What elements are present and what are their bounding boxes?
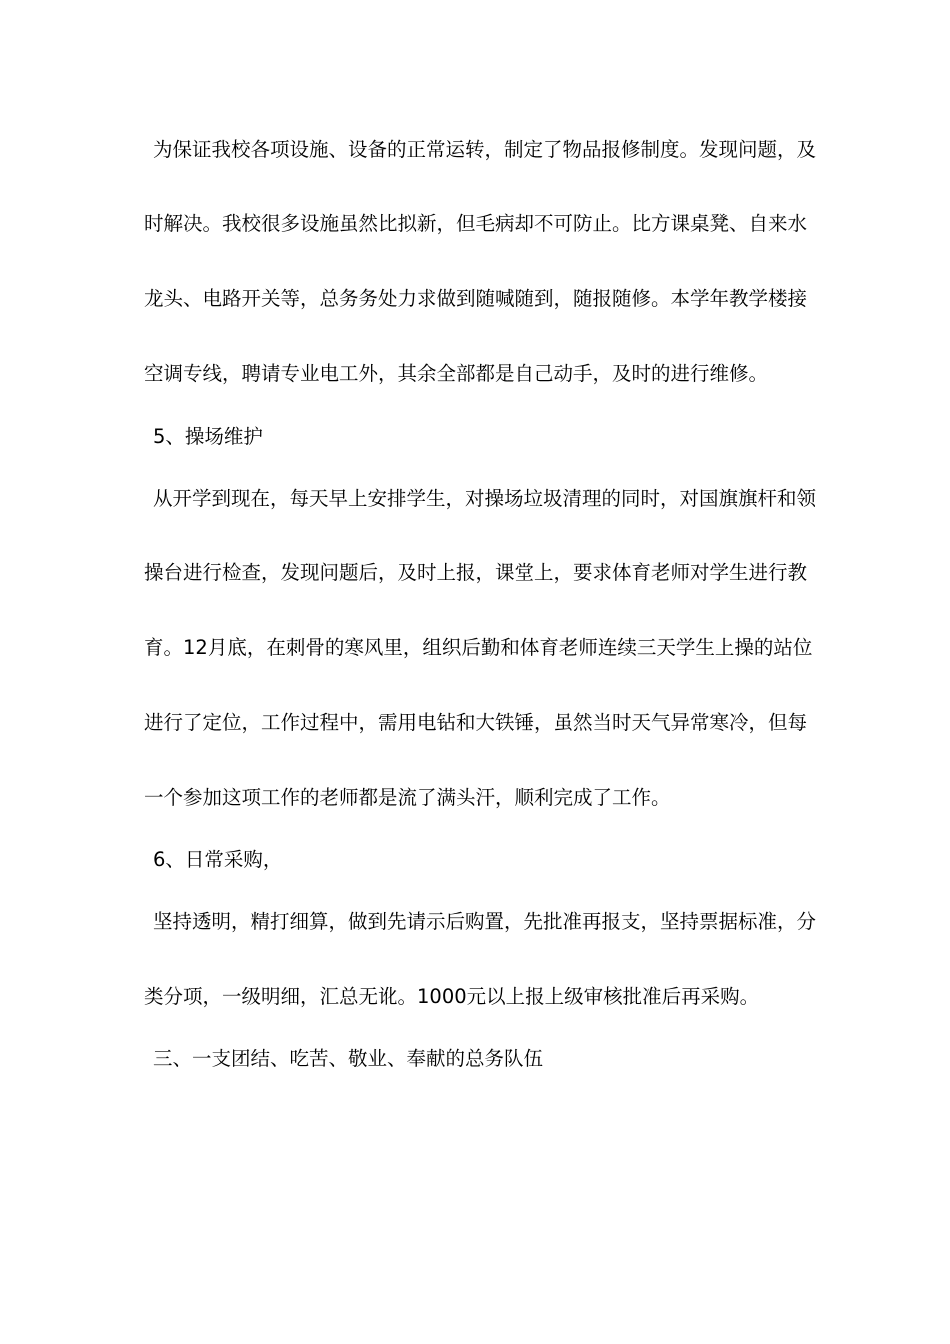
section-heading: 三、一支团结、吃苦、敬业、奉献的总务队伍 [153, 1047, 544, 1070]
section-heading: 6、日常采购， [153, 848, 283, 871]
section-heading: 5、操场维护 [153, 425, 263, 448]
paragraph-line: 从开学到现在，每天早上安排学生，对操场垃圾清理的同时，对国旗旗杆和领 [153, 487, 817, 510]
paragraph-line: 操台进行检查，发现问题后，及时上报，课堂上，要求体育老师对学生进行教 [144, 561, 808, 584]
paragraph-line: 进行了定位，工作过程中，需用电钻和大铁锤，虽然当时天气异常寒冷，但每 [144, 711, 808, 734]
paragraph-line: 类分项，一级明细，汇总无讹。1000元以上报上级审核批准后再采购。 [144, 985, 760, 1008]
paragraph-line: 育。12月底，在刺骨的寒风里，组织后勤和体育老师连续三天学生上操的站位 [144, 636, 813, 659]
paragraph-line: 坚持透明，精打细算，做到先请示后购置，先批准再报支，坚持票据标准，分 [153, 910, 817, 933]
paragraph-line: 空调专线，聘请专业电工外，其余全部都是自己动手，及时的进行维修。 [144, 362, 769, 385]
paragraph-line: 为保证我校各项设施、设备的正常运转，制定了物品报修制度。发现问题，及 [153, 138, 817, 161]
paragraph-line: 一个参加这项工作的老师都是流了满头汗，顺利完成了工作。 [144, 786, 671, 809]
paragraph-line: 时解决。我校很多设施虽然比拟新，但毛病却不可防止。比方课桌凳、自来水 [144, 212, 808, 235]
paragraph-line: 龙头、电路开关等，总务务处力求做到随喊随到，随报随修。本学年教学楼接 [144, 287, 808, 310]
